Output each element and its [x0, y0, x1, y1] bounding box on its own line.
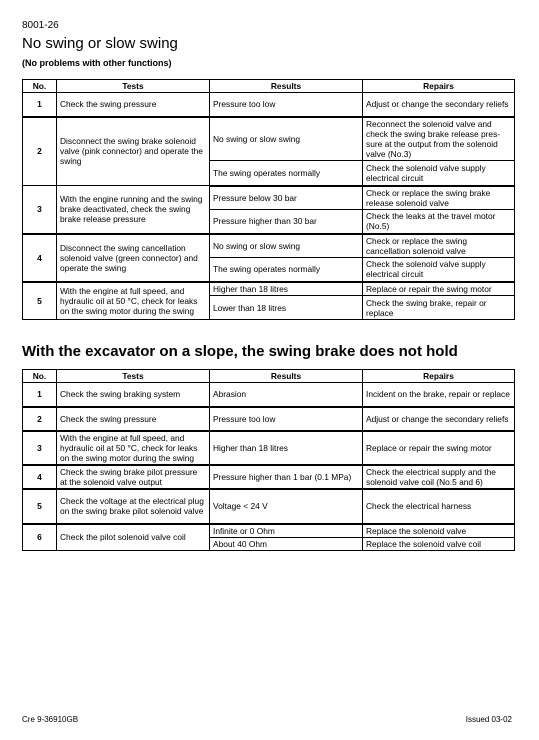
result-cell: Pressure higher than 1 bar (0.1 MPa) [210, 465, 363, 489]
repair-cell: Check the electrical harness [363, 489, 515, 524]
repair-cell: Check the electrical supply and the solenoid valve coil (No.5 and 6) [363, 465, 515, 489]
section2-title: With the excavator on a slope, the swing brake does not hold [22, 343, 458, 360]
table-row [23, 383, 515, 407]
test-cell: Check the pilot solenoid valve coil [57, 524, 210, 551]
table-row [23, 117, 515, 161]
row-number: 5 [23, 489, 57, 524]
repair-cell: Replace the solenoid valve [363, 524, 515, 538]
test-cell: Check the swing pressure [57, 93, 210, 117]
header-results: Results [210, 80, 363, 93]
row-number: 5 [23, 282, 57, 320]
result-cell: Lower than 18 litres [210, 296, 363, 320]
footer-doc-reference: Cre 9-36910GB [22, 715, 79, 724]
section1-title: No swing or slow swing [22, 35, 178, 52]
row-number: 4 [23, 465, 57, 489]
table-row [23, 282, 515, 296]
table-header-row [23, 370, 515, 383]
row-number: 4 [23, 234, 57, 282]
result-cell: About 40 Ohm [210, 537, 363, 550]
repair-cell: Check or replace the swing cancellation solenoid valve [363, 234, 515, 258]
repair-cell: Replace or repair the swing motor [363, 431, 515, 465]
table-row [23, 186, 515, 210]
test-cell: With the engine at full speed, and hydraulic oil at 50 °C, check for leaks on the swing motor during the swing [57, 431, 210, 465]
page-number: 8001-26 [22, 20, 59, 31]
section1-subtitle: (No problems with other functions) [22, 58, 172, 68]
troubleshooting-table-2 [22, 369, 515, 551]
repair-cell: Replace the solenoid valve coil [363, 537, 515, 550]
table-row [23, 465, 515, 489]
repair-cell: Check the solenoid valve supply electrical circuit [363, 258, 515, 282]
header-repairs: Repairs [363, 370, 515, 383]
footer-issue-date: Issued 03-02 [465, 715, 512, 724]
test-cell: With the engine running and the swing brake deactivated, check the swing brake release pressure [57, 186, 210, 234]
table-row [23, 93, 515, 117]
result-cell: Voltage < 24 V [210, 489, 363, 524]
table-row [23, 234, 515, 258]
table-row [23, 489, 515, 524]
test-cell: Check the voltage at the electrical plug on the swing brake pilot solenoid valve [57, 489, 210, 524]
row-number: 1 [23, 383, 57, 407]
result-cell: The swing operates normally [210, 161, 363, 186]
repair-cell: Adjust or change the secondary reliefs [363, 407, 515, 431]
result-cell: Pressure higher than 30 bar [210, 210, 363, 234]
header-no: No. [23, 370, 57, 383]
result-cell: Pressure below 30 bar [210, 186, 363, 210]
repair-cell: Check or replace the swing brake release solenoid valve [363, 186, 515, 210]
row-number: 1 [23, 93, 57, 117]
troubleshooting-table-1 [22, 79, 515, 320]
header-repairs: Repairs [363, 80, 515, 93]
repair-cell: Check the solenoid valve supply electrical circuit [363, 161, 515, 186]
header-no: No. [23, 80, 57, 93]
test-cell: Check the swing pressure [57, 407, 210, 431]
result-cell: Infinite or 0 Ohm [210, 524, 363, 538]
result-cell: Abrasion [210, 383, 363, 407]
result-cell: No swing or slow swing [210, 234, 363, 258]
result-cell: No swing or slow swing [210, 117, 363, 161]
repair-cell: Adjust or change the secondary reliefs [363, 93, 515, 117]
header-tests: Tests [57, 80, 210, 93]
table-header-row [23, 80, 515, 93]
row-number: 2 [23, 407, 57, 431]
test-cell: Disconnect the swing cancellation solenoid valve (green connector) and operate the swing [57, 234, 210, 282]
header-results: Results [210, 370, 363, 383]
result-cell: Pressure too low [210, 93, 363, 117]
repair-cell: Check the leaks at the travel motor (No.5) [363, 210, 515, 234]
repair-cell: Reconnect the solenoid valve and check the swing brake release pres-sure at the output from the solenoid valve (No.3) [363, 117, 515, 161]
repair-cell: Replace or repair the swing motor [363, 282, 515, 296]
test-cell: Check the swing braking system [57, 383, 210, 407]
result-cell: Pressure too low [210, 407, 363, 431]
table-row [23, 524, 515, 538]
table-row [23, 431, 515, 465]
row-number: 3 [23, 186, 57, 234]
test-cell: Disconnect the swing brake solenoid valve (pink connector) and operate the swing [57, 117, 210, 186]
row-number: 2 [23, 117, 57, 186]
table-row [23, 407, 515, 431]
row-number: 6 [23, 524, 57, 551]
repair-cell: Check the swing brake, repair or replace [363, 296, 515, 320]
result-cell: Higher than 18 litres [210, 282, 363, 296]
test-cell: Check the swing brake pilot pressure at the solenoid valve output [57, 465, 210, 489]
repair-cell: Incident on the brake, repair or replace [363, 383, 515, 407]
test-cell: With the engine at full speed, and hydraulic oil at 50 °C, check for leaks on the swing motor during the swing [57, 282, 210, 320]
header-tests: Tests [57, 370, 210, 383]
result-cell: Higher than 18 litres [210, 431, 363, 465]
result-cell: The swing operates normally [210, 258, 363, 282]
row-number: 3 [23, 431, 57, 465]
